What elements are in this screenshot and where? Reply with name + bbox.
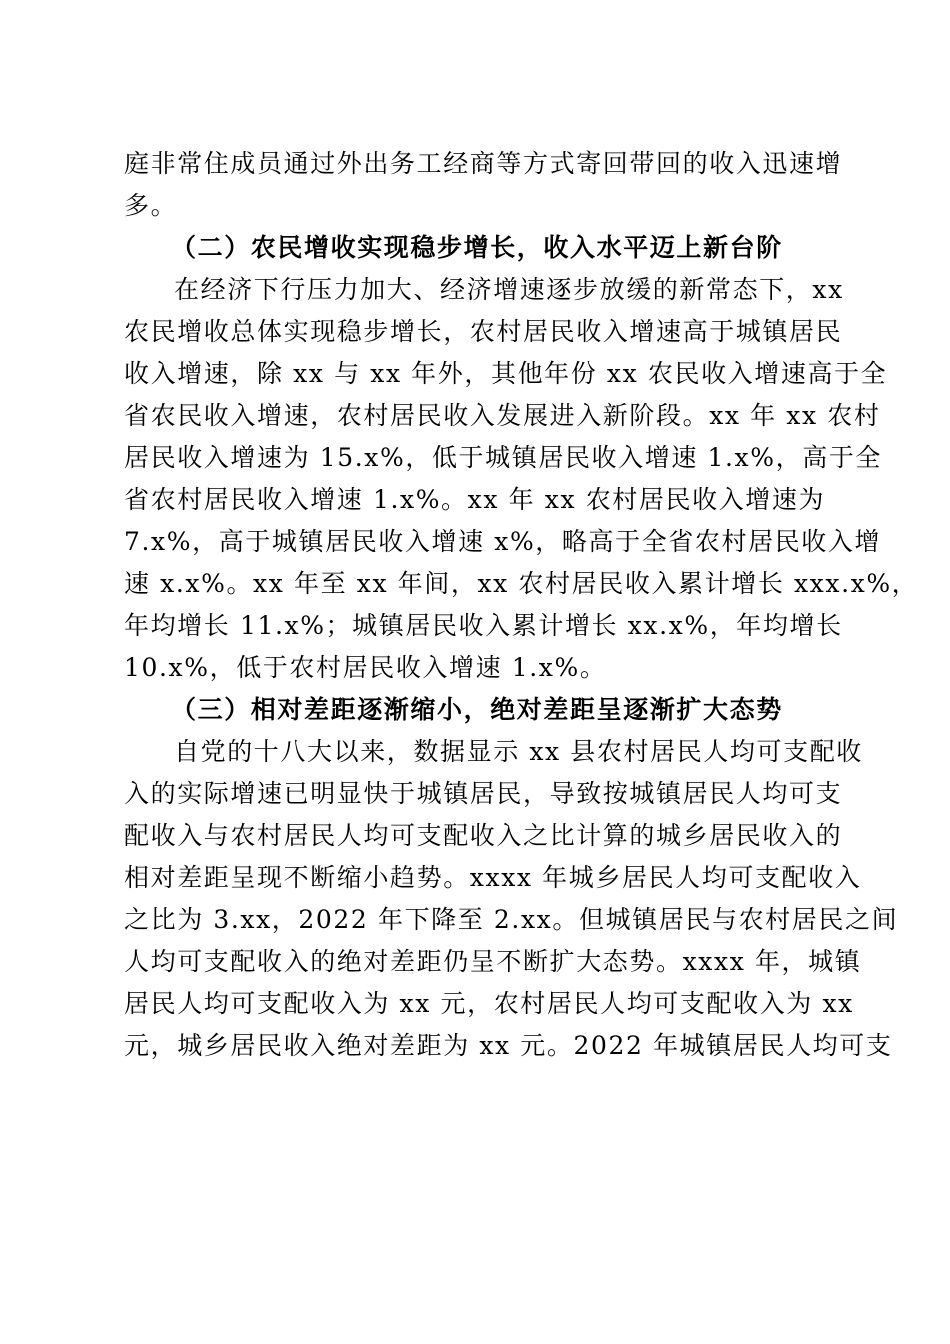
text-line: 相对差距呈现不断缩小趋势。xxxx 年城乡居民人均可支配收入 <box>124 863 862 892</box>
text-line: 省农民收入增速，农村居民收入发展进入新阶段。xx 年 xx 农村 <box>124 401 881 430</box>
text-line: 在经济下行压力加大、经济增速逐步放缓的新常态下，xx <box>174 275 844 304</box>
text-line: 自党的十八大以来，数据显示 xx 县农村居民人均可支配收 <box>174 737 863 766</box>
text-line: 10.x%，低于农村居民收入增速 1.x%。 <box>124 653 607 682</box>
text-line: 居民人均可支配收入为 xx 元，农村居民人均可支配收入为 xx <box>124 989 854 1018</box>
text-line: 7.x%，高于城镇居民收入增速 x%，略高于全省农村居民收入增 <box>124 527 882 556</box>
document-body <box>124 143 919 1067</box>
text-line: 年均增长 11.x%；城镇居民收入累计增长 xx.x%，年均增长 <box>124 611 843 640</box>
paragraph-3 <box>124 731 899 1067</box>
text-line: 庭非常住成员通过外出务工经商等方式寄回带回的收入迅速增 <box>124 149 843 178</box>
paragraph-1 <box>124 143 843 227</box>
text-line: 农民增收总体实现稳步增长，农村居民收入增速高于城镇居民 <box>124 317 843 346</box>
text-line: 入的实际增速已明显快于城镇居民，导致按城镇居民人均可支 <box>124 779 843 808</box>
text-line: 多。 <box>124 191 178 220</box>
section-heading-3: （三）相对差距逐渐缩小，绝对差距呈逐渐扩大态势 <box>171 695 783 724</box>
text-line: 人均可支配收入的绝对差距仍呈不断扩大态势。xxxx 年，城镇 <box>124 947 862 976</box>
text-line: 居民收入增速为 15.x%，低于城镇居民收入增速 1.x%，高于全 <box>124 443 883 472</box>
section-heading-2: （二）农民增收实现稳步增长，收入水平迈上新台阶 <box>171 233 783 262</box>
text-line: 省农村居民收入增速 1.x%。xx 年 xx 农村居民收入增速为 <box>124 485 826 514</box>
text-line: 收入增速，除 xx 与 xx 年外，其他年份 xx 农民收入增速高于全 <box>124 359 888 388</box>
text-line: 速 x.x%。xx 年至 xx 年间，xx 农村居民收入累计增长 xxx.x%， <box>124 569 919 598</box>
paragraph-2 <box>124 269 919 689</box>
text-line: 配收入与农村居民人均可支配收入之比计算的城乡居民收入的 <box>124 821 843 850</box>
text-line: 元，城乡居民收入绝对差距为 xx 元。2022 年城镇居民人均可支 <box>124 1031 893 1060</box>
text-line: 之比为 3.xx，2022 年下降至 2.xx。但城镇居民与农村居民之间 <box>124 905 899 934</box>
